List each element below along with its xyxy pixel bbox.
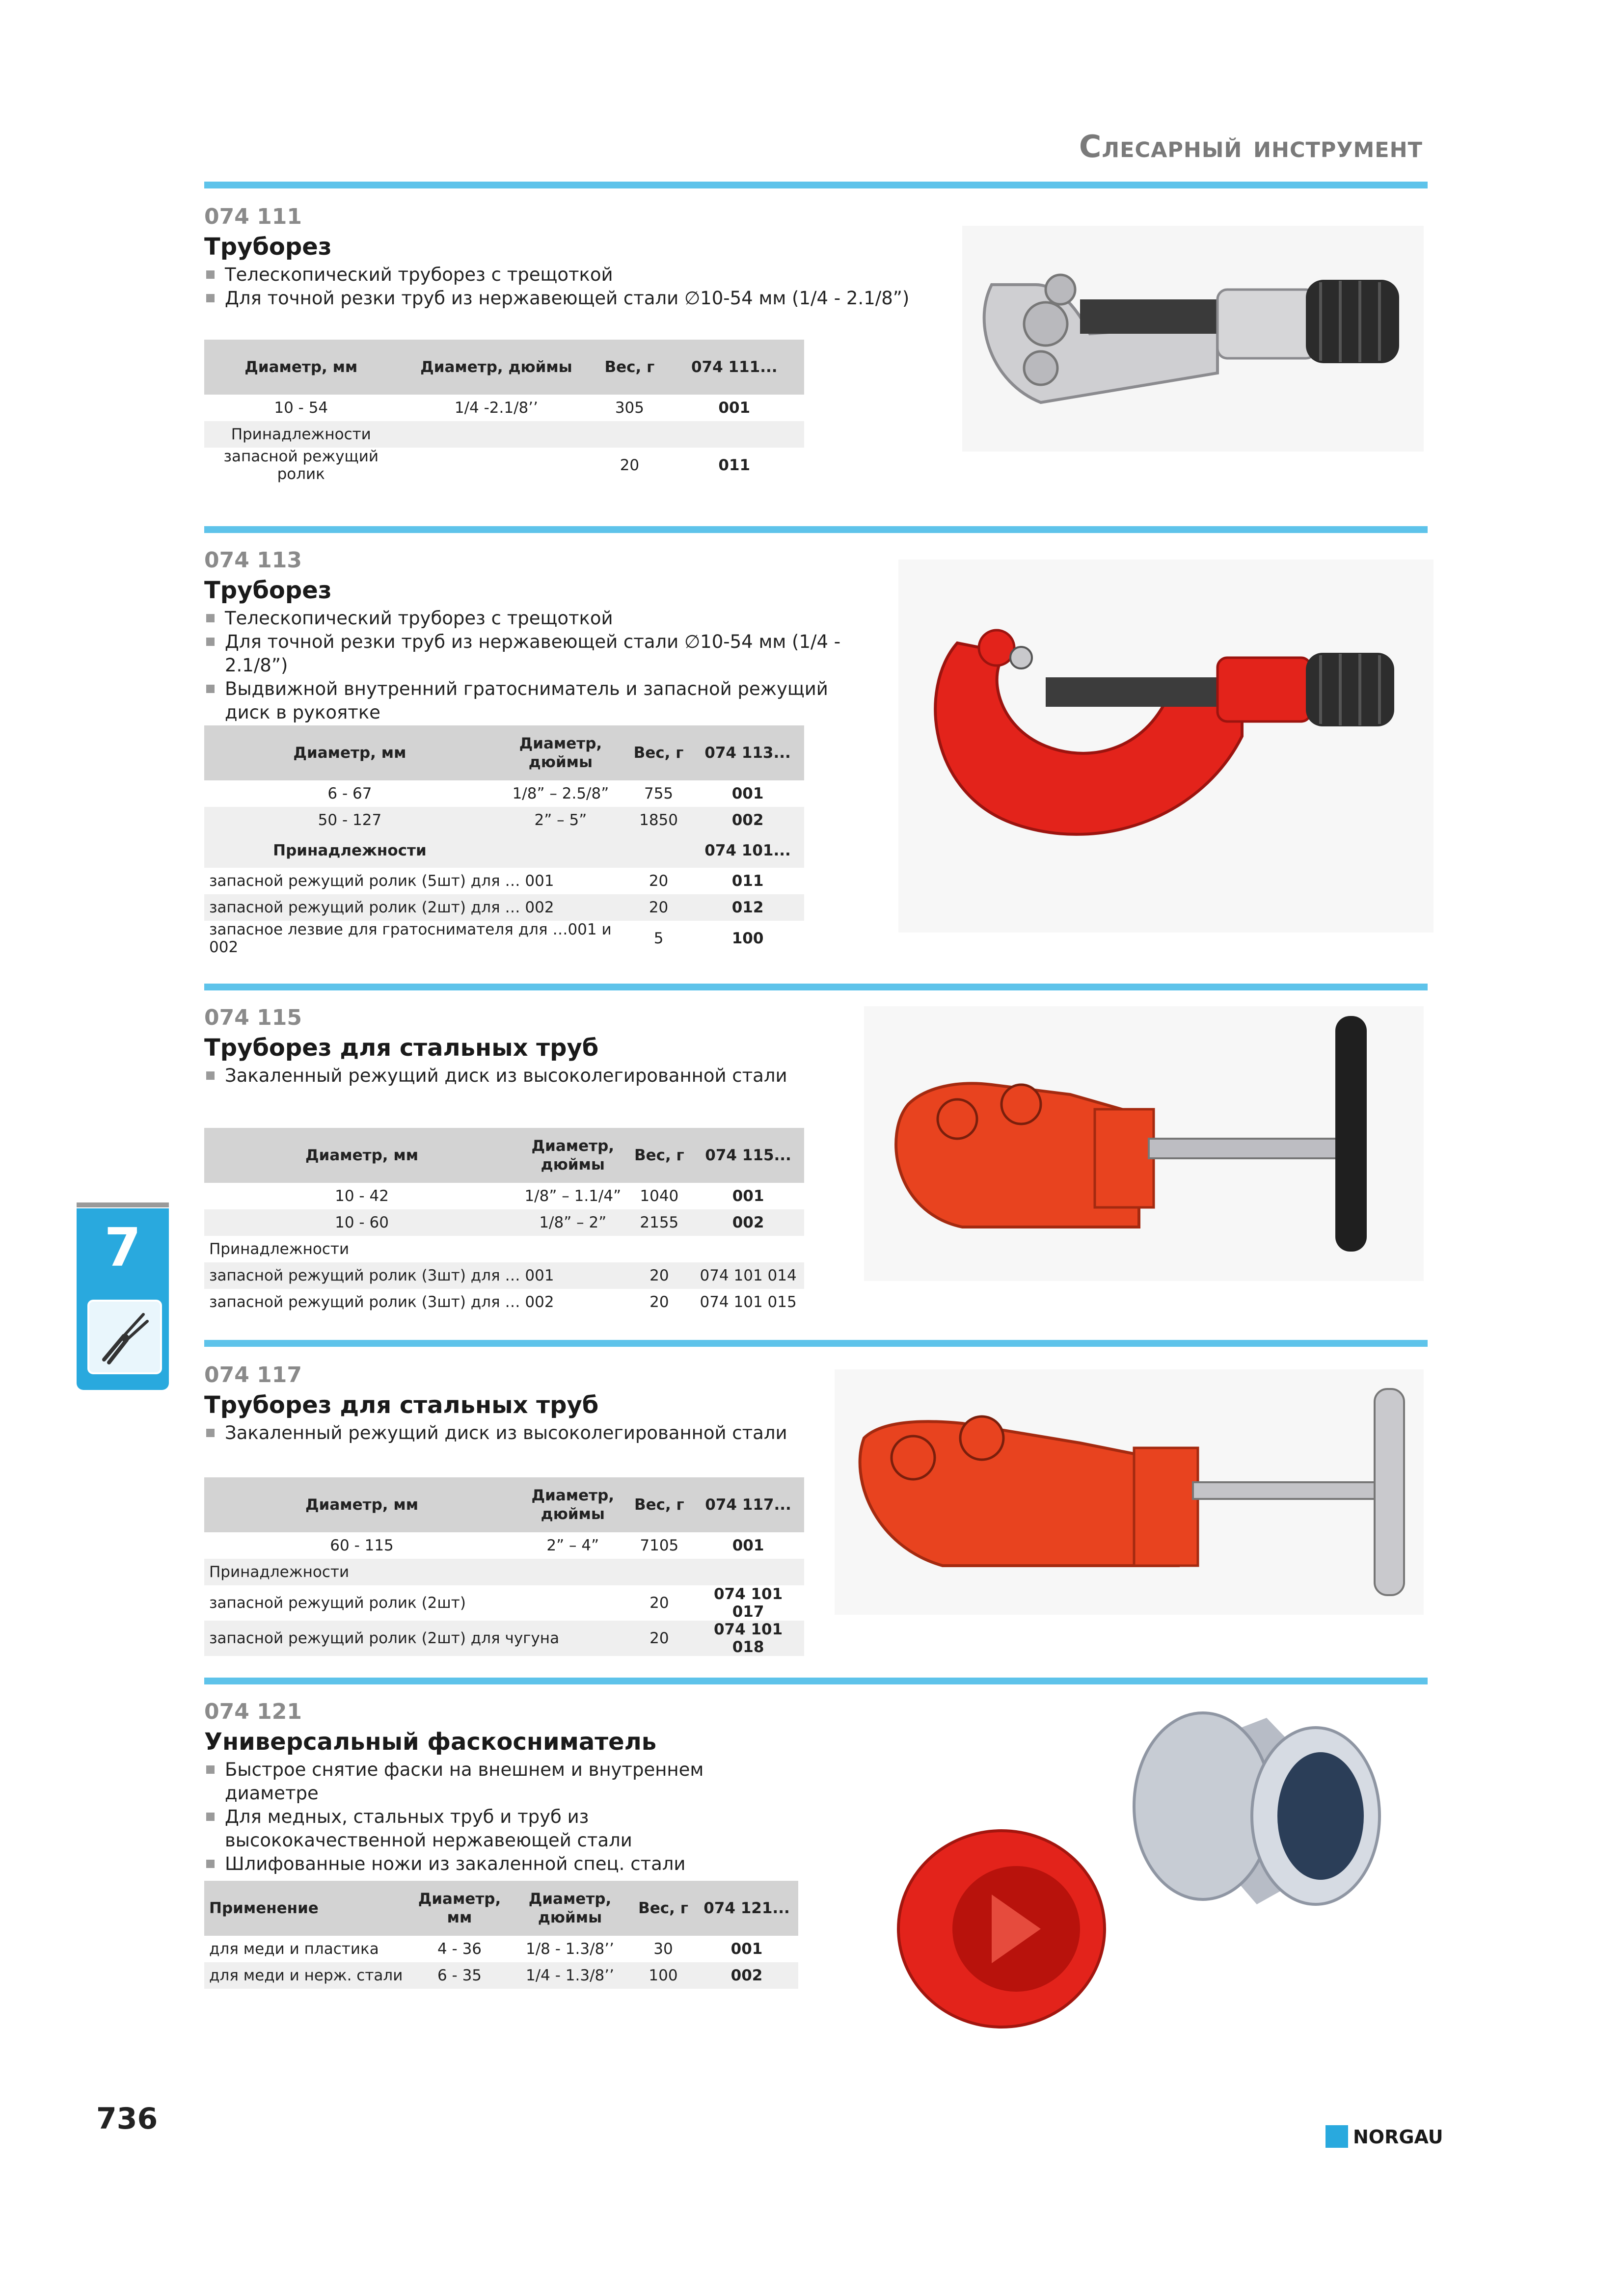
col-header: Диаметр, дюймы — [519, 1128, 626, 1183]
feature-item: Телескопический труборез с трещоткой — [204, 263, 909, 287]
feature-list — [204, 1421, 787, 1445]
col-header: 074 113... — [691, 725, 804, 780]
accessories-row: Принадлежности 074 101... — [204, 833, 804, 868]
col-header: Диаметр, дюймы — [398, 340, 595, 395]
product-title: Труборез для стальных труб — [204, 1391, 599, 1419]
col-header: Диаметр, дюймы — [509, 1881, 631, 1936]
col-header: 074 121... — [695, 1881, 798, 1936]
col-header: Диаметр, мм — [204, 725, 495, 780]
col-header: Вес, г — [595, 340, 664, 395]
table-row: для меди и пластика 4 - 36 1/8 - 1.3/8’’ 30 001 — [209, 1940, 763, 1958]
table-row: запасной режущий ролик (5шт) для … 001 20 011 — [209, 872, 764, 890]
pliers-icon — [87, 1300, 162, 1374]
product-title: Труборез для стальных труб — [204, 1034, 599, 1062]
product-074117 — [204, 1361, 787, 1445]
accessories-row: Принадлежности — [204, 1559, 804, 1585]
feature-item: Для точной резки труб из нержавеющей стали ∅10-54 мм (1/4 - 2.1/8”) — [204, 630, 842, 677]
product-title: Универсальный фаскосниматель — [204, 1728, 657, 1756]
deburring-tools-image — [884, 1698, 1414, 2042]
col-header: Диаметр, дюймы — [495, 725, 626, 780]
feature-list — [204, 1758, 764, 1876]
steel-pipe-cutter-large-image — [835, 1369, 1424, 1615]
pipe-cutter-red-image — [898, 560, 1434, 933]
product-074111 — [204, 202, 909, 310]
col-header: Диаметр, мм — [204, 1128, 519, 1183]
divider — [204, 984, 1428, 990]
feature-list — [204, 263, 909, 310]
divider — [204, 526, 1428, 533]
product-title: Труборез — [204, 577, 332, 604]
feature-item: Шлифованные ножи из закаленной спец. стали — [204, 1852, 764, 1876]
product-code: 074 113 — [204, 548, 302, 573]
feature-item: Телескопический труборез с трещоткой — [204, 607, 842, 630]
spec-table-074121 — [204, 1881, 798, 1989]
col-header: Вес, г — [626, 1128, 693, 1183]
divider — [204, 182, 1428, 188]
product-title: Труборез — [204, 233, 332, 261]
accessories-row: Принадлежности — [204, 421, 804, 448]
table-row: 10 - 42 1/8” – 1.1/4” 1040 001 — [335, 1187, 764, 1205]
table-row: запасной режущий ролик (3шт) для … 002 20 074 101 015 — [209, 1293, 797, 1311]
product-code: 074 117 — [204, 1362, 302, 1388]
table-row: запасной режущий ролик (2шт) для … 002 20 012 — [204, 894, 804, 921]
col-header: Диаметр, мм — [410, 1881, 509, 1936]
col-header: Вес, г — [631, 1881, 695, 1936]
feature-list — [204, 607, 842, 724]
col-header: Вес, г — [626, 725, 691, 780]
divider — [204, 1678, 1428, 1684]
feature-list — [204, 1064, 787, 1088]
table-row: запасной режущий ролик (2шт) для чугуна 20 074 101 018 — [204, 1621, 804, 1656]
table-row: 60 - 115 2” – 4” 7105 001 — [330, 1537, 764, 1554]
table-row: запасной режущий ролик (3шт) для … 001 20 074 101 014 — [204, 1262, 804, 1289]
table-row: 6 - 67 1/8” – 2.5/8” 755 001 — [327, 785, 764, 802]
product-code: 074 115 — [204, 1005, 302, 1030]
col-header: 074 115... — [692, 1128, 804, 1183]
col-header: 074 117... — [692, 1477, 804, 1532]
brand-name: NORGAU — [1353, 2126, 1443, 2148]
spec-table-074115 — [204, 1128, 804, 1315]
page-number: 736 — [96, 2102, 158, 2136]
accessories-row: Принадлежности — [209, 1240, 350, 1258]
product-074121 — [204, 1697, 764, 1876]
feature-item: Для медных, стальных труб и труб из высококачественной нержавеющей стали — [204, 1805, 764, 1852]
page-category-title: Слесарный инструмент — [1079, 129, 1423, 164]
feature-item: Для точной резки труб из нержавеющей стали ∅10-54 мм (1/4 - 2.1/8”) — [204, 287, 909, 310]
product-code: 074 111 — [204, 204, 302, 229]
table-row: 50 - 127 2” – 5” 1850 002 — [204, 807, 804, 833]
table-row: 10 - 54 1/4 -2.1/8’’ 305 001 — [274, 399, 751, 417]
col-header: Диаметр, мм — [204, 1477, 519, 1532]
product-074115 — [204, 1003, 787, 1088]
feature-item: Закаленный режущий диск из высоколегированной стали — [204, 1064, 787, 1088]
steel-pipe-cutter-image — [864, 1006, 1424, 1281]
feature-item: Быстрое снятие фаски на внешнем и внутреннем диаметре — [204, 1758, 764, 1805]
table-row: для меди и нерж. стали 6 - 35 1/4 - 1.3/8’’ 100 002 — [204, 1962, 798, 1989]
spec-table-074117 — [204, 1477, 804, 1656]
feature-item: Закаленный режущий диск из высоколегированной стали — [204, 1421, 787, 1445]
pipe-cutter-gray-image — [962, 226, 1424, 452]
tab-top-bar — [77, 1202, 169, 1207]
spec-table-074113 — [204, 725, 804, 956]
spec-table-074111 — [204, 340, 804, 483]
col-header: Диаметр, мм — [204, 340, 398, 395]
table-row: запасное лезвие для гратоснимателя для …001 и 002 5 100 — [209, 921, 764, 956]
col-header: Вес, г — [626, 1477, 693, 1532]
table-row: запасной режущий ролик 20 011 — [223, 448, 751, 483]
product-code: 074 121 — [204, 1699, 302, 1724]
feature-item: Выдвижной внутренний гратосниматель и запасной режущий диск в рукоятке — [204, 677, 842, 724]
chapter-tab[interactable] — [77, 1208, 169, 1390]
divider — [204, 1340, 1428, 1347]
col-header: 074 111... — [665, 340, 804, 395]
col-header: Применение — [204, 1881, 410, 1936]
table-row: 10 - 60 1/8” – 2” 2155 002 — [204, 1209, 804, 1236]
brand-square-icon — [1325, 2125, 1348, 2148]
table-row: запасной режущий ролик (2шт) 20 074 101 017 — [209, 1585, 783, 1621]
col-header: Диаметр, дюймы — [519, 1477, 626, 1532]
product-074113 — [204, 546, 842, 724]
chapter-number: 7 — [104, 1217, 141, 1279]
